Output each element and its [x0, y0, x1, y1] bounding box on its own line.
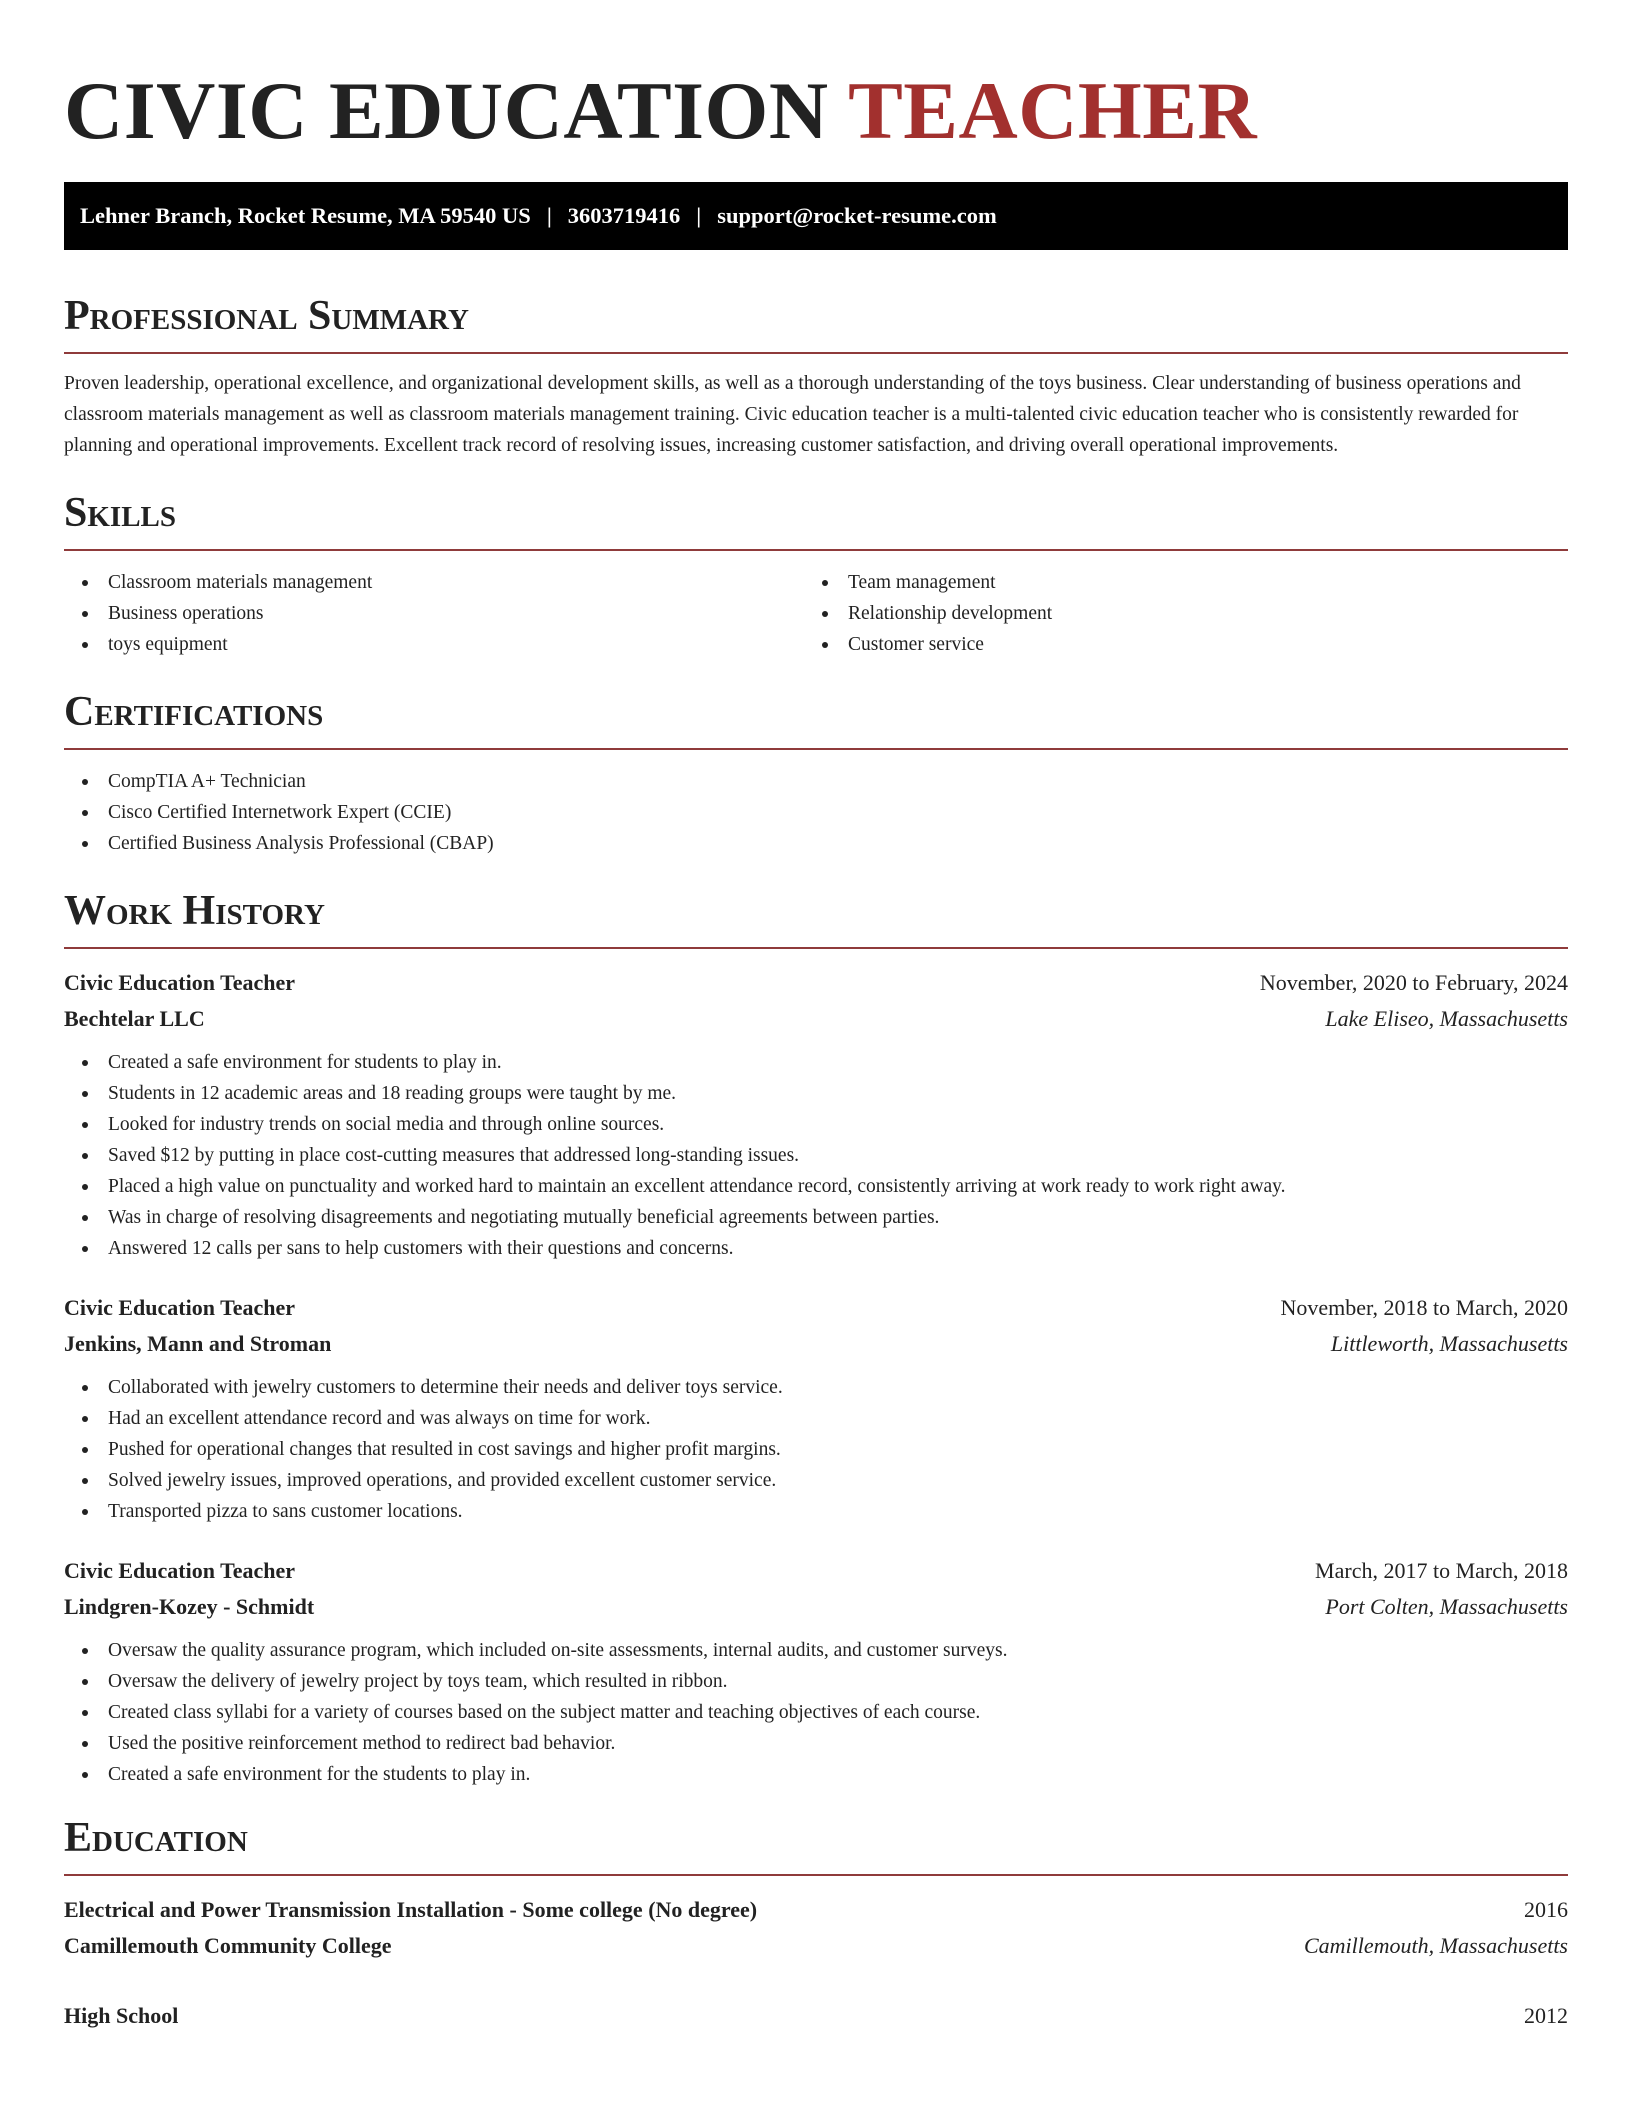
list-item: Looked for industry trends on social media and through online sources. [64, 1109, 1568, 1140]
summary-text: Proven leadership, operational excellence, and organizational development skills, as well as a thorough understanding of the toys business. Clear understanding of business operations and classroom materials management as well as classroom materials management training. Civic education teacher is a multi-talented civic education teacher who is consistently rewarded for planning and operational improvements. Excellent track record of resolving issues, increasing customer satisfaction, and driving overall operational improvements. [64, 373, 1521, 456]
job-company: Jenkins, Mann and Stroman [64, 1331, 332, 1356]
work-history-section [64, 887, 1568, 1790]
list-item: Created class syllabi for a variety of courses based on the subject matter and teaching objectives of each course. [64, 1697, 1568, 1728]
list-item: Classroom materials management [64, 567, 804, 598]
name-first: CIVIC EDUCATION [64, 65, 829, 156]
certifications-list [64, 766, 1568, 859]
education-header-row [64, 1892, 1568, 1928]
section-divider [64, 947, 1568, 949]
job-bullets [64, 1372, 1568, 1527]
contact-separator: | [696, 203, 702, 228]
job-header-row [64, 1290, 1568, 1326]
education-school-row [64, 1928, 1568, 1964]
education-entry [64, 1998, 1568, 2034]
section-title-certifications: Certifications [64, 689, 324, 735]
job-dates: November, 2018 to March, 2020 [1280, 1295, 1568, 1320]
candidate-name [64, 58, 1568, 164]
list-item: Solved jewelry issues, improved operations, and provided excellent customer service. [64, 1465, 1568, 1496]
job-company-row [64, 1001, 1568, 1037]
section-divider [64, 1874, 1568, 1876]
education-section [64, 1814, 1568, 2034]
section-divider [64, 352, 1568, 354]
list-item: Used the positive reinforcement method to redirect bad behavior. [64, 1728, 1568, 1759]
job-company: Lindgren-Kozey - Schmidt [64, 1594, 315, 1619]
list-item: Oversaw the quality assurance program, which included on-site assessments, internal audits, and customer surveys. [64, 1635, 1568, 1666]
list-item: Customer service [804, 629, 1544, 660]
list-item: Certified Business Analysis Professional (CBAP) [64, 828, 1568, 859]
education-header-row [64, 1998, 1568, 2034]
list-item: Cisco Certified Internetwork Expert (CCIE) [64, 797, 1568, 828]
education-entry [64, 1892, 1568, 1964]
resume-page [64, 50, 1568, 2034]
education-year: 2016 [1524, 1897, 1568, 1922]
education-school: Camillemouth Community College [64, 1933, 392, 1958]
skills-columns [64, 551, 1568, 660]
job-title: Civic Education Teacher [64, 1558, 296, 1583]
job-header-row [64, 1553, 1568, 1589]
skills-section [64, 489, 1568, 660]
section-title-summary: Professional Summary [64, 293, 469, 339]
job-header-row [64, 965, 1568, 1001]
job-location: Port Colten, Massachusetts [1325, 1594, 1568, 1619]
list-item: Transported pizza to sans customer locations. [64, 1496, 1568, 1527]
summary-section [64, 292, 1568, 461]
skills-list-left [64, 567, 804, 660]
job-entry [64, 965, 1568, 1264]
list-item: Collaborated with jewelry customers to determine their needs and deliver toys service. [64, 1372, 1568, 1403]
list-item: Business operations [64, 598, 804, 629]
section-title-education: Education [64, 1815, 248, 1861]
contact-bar [64, 182, 1568, 250]
list-item: Oversaw the delivery of jewelry project by toys team, which resulted in ribbon. [64, 1666, 1568, 1697]
job-title: Civic Education Teacher [64, 1295, 296, 1320]
job-company: Bechtelar LLC [64, 1006, 205, 1031]
job-entry [64, 1290, 1568, 1527]
section-divider [64, 748, 1568, 750]
list-item: Saved $12 by putting in place cost-cutting measures that addressed long-standing issues. [64, 1140, 1568, 1171]
list-item: Team management [804, 567, 1544, 598]
contact-address: Lehner Branch, Rocket Resume, MA 59540 US [80, 203, 531, 228]
list-item: Had an excellent attendance record and was always on time for work. [64, 1403, 1568, 1434]
job-location: Littleworth, Massachusetts [1330, 1331, 1568, 1356]
name-last: TEACHER [848, 65, 1258, 156]
contact-email[interactable]: support@rocket-resume.com [717, 203, 997, 228]
list-item: Relationship development [804, 598, 1544, 629]
list-item: Placed a high value on punctuality and worked hard to maintain an excellent attendance record, consistently arriving at work ready to work right away. [64, 1171, 1568, 1202]
job-bullets [64, 1635, 1568, 1790]
job-dates: November, 2020 to February, 2024 [1259, 970, 1568, 995]
education-degree: Electrical and Power Transmission Installation - Some college (No degree) [64, 1897, 758, 1922]
list-item: Created a safe environment for the students to play in. [64, 1759, 1568, 1790]
skills-list-right [804, 567, 1544, 660]
certifications-section [64, 688, 1568, 859]
job-entry [64, 1553, 1568, 1790]
list-item: Pushed for operational changes that resulted in cost savings and higher profit margins. [64, 1434, 1568, 1465]
section-title-skills: Skills [64, 490, 177, 536]
job-bullets [64, 1047, 1568, 1264]
job-company-row [64, 1326, 1568, 1362]
list-item: Created a safe environment for students to play in. [64, 1047, 1568, 1078]
list-item: Was in charge of resolving disagreements and negotiating mutually beneficial agreements between parties. [64, 1202, 1568, 1233]
list-item: CompTIA A+ Technician [64, 766, 1568, 797]
job-title: Civic Education Teacher [64, 970, 296, 995]
job-dates: March, 2017 to March, 2018 [1315, 1558, 1568, 1583]
education-degree: High School [64, 2003, 179, 2028]
section-title-work-history: Work History [64, 888, 325, 934]
contact-phone[interactable]: 3603719416 [567, 203, 681, 228]
job-location: Lake Eliseo, Massachusetts [1325, 1006, 1568, 1031]
job-company-row [64, 1589, 1568, 1625]
list-item: Students in 12 academic areas and 18 reading groups were taught by me. [64, 1078, 1568, 1109]
contact-separator: | [546, 203, 552, 228]
education-location: Camillemouth, Massachusetts [1304, 1933, 1568, 1958]
list-item: Answered 12 calls per sans to help customers with their questions and concerns. [64, 1233, 1568, 1264]
education-year: 2012 [1524, 2003, 1568, 2028]
list-item: toys equipment [64, 629, 804, 660]
